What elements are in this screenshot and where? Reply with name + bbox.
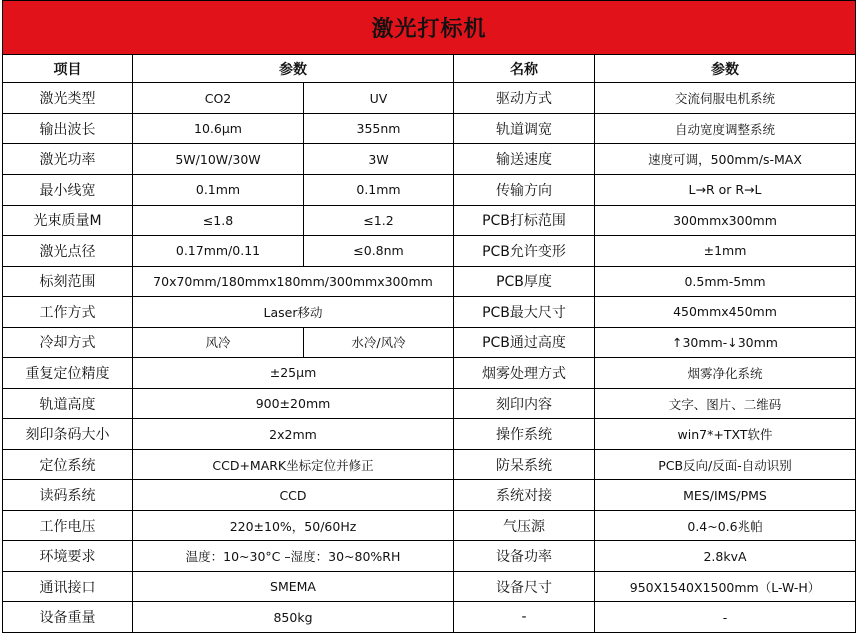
row-value-2: ≤0.8nm (304, 236, 454, 267)
row-name: 设备功率 (454, 541, 595, 572)
row-name: 系统对接 (454, 480, 595, 511)
row-label: 输出波长 (3, 113, 133, 144)
row-label: 最小线宽 (3, 175, 133, 206)
row-label: 设备重量 (3, 602, 133, 633)
row-value: 2x2mm (133, 419, 454, 450)
table-row (3, 388, 856, 419)
row-value: SMEMA (133, 571, 454, 602)
row-name: 轨道调宽 (454, 113, 595, 144)
row-name: 烟雾处理方式 (454, 358, 595, 389)
row-name: 设备尺寸 (454, 571, 595, 602)
row-value: 220±10%，50/60Hz (133, 510, 454, 541)
row-value-1: 5W/10W/30W (133, 144, 304, 175)
table-row (3, 175, 856, 206)
row-value: 70x70mm/180mmx180mm/300mmx300mm (133, 266, 454, 297)
table-row (3, 510, 856, 541)
row-value: CCD+MARK坐标定位并修正 (133, 449, 454, 480)
row-label: 轨道高度 (3, 388, 133, 419)
table-row (3, 266, 856, 297)
row-name: 刻印内容 (454, 388, 595, 419)
table-row (3, 541, 856, 572)
table-row (3, 144, 856, 175)
row-value-2: ≤1.2 (304, 205, 454, 236)
row-param: L→R or R→L (595, 175, 856, 206)
table-row (3, 113, 856, 144)
row-param: 0.4~0.6兆帕 (595, 510, 856, 541)
row-name: 气压源 (454, 510, 595, 541)
row-label: 通讯接口 (3, 571, 133, 602)
header-item: 项目 (3, 54, 133, 82)
header-name: 名称 (454, 54, 595, 82)
row-name: PCB允许变形 (454, 236, 595, 267)
row-value: 温度：10~30°C –湿度：30~80%RH (133, 541, 454, 572)
row-label: 激光功率 (3, 144, 133, 175)
row-value-1: 0.1mm (133, 175, 304, 206)
row-name: PCB打标范围 (454, 205, 595, 236)
row-value-1: ≤1.8 (133, 205, 304, 236)
row-param: 950X1540X1500mm（L-W-H） (595, 571, 856, 602)
table-row (3, 571, 856, 602)
table-row (3, 83, 856, 114)
table-row (3, 480, 856, 511)
row-value-2: 355nm (304, 113, 454, 144)
row-param: 2.8kvA (595, 541, 856, 572)
row-value-2: 水冷/风冷 (304, 327, 454, 358)
row-label: 工作方式 (3, 297, 133, 328)
row-label: 读码系统 (3, 480, 133, 511)
row-name: 防呆系统 (454, 449, 595, 480)
row-value-1: 0.17mm/0.11 (133, 236, 304, 267)
table-row (3, 236, 856, 267)
row-param: 自动宽度调整系统 (595, 113, 856, 144)
row-label: 重复定位精度 (3, 358, 133, 389)
row-name: - (454, 602, 595, 633)
spec-table (2, 0, 856, 633)
row-value-1: 风冷 (133, 327, 304, 358)
row-label: 环境要求 (3, 541, 133, 572)
row-param: 交流伺服电机系统 (595, 83, 856, 114)
row-label: 冷却方式 (3, 327, 133, 358)
row-param: PCB反向/反面-自动识别 (595, 449, 856, 480)
table-row (3, 205, 856, 236)
sheet-title: 激光打标机 (3, 1, 856, 55)
row-label: 工作电压 (3, 510, 133, 541)
row-param: 文字、图片、二维码 (595, 388, 856, 419)
row-param: 烟雾净化系统 (595, 358, 856, 389)
row-name: 驱动方式 (454, 83, 595, 114)
row-value: ±25μm (133, 358, 454, 389)
table-row (3, 358, 856, 389)
header-param: 参数 (133, 54, 454, 82)
row-param: - (595, 602, 856, 633)
row-param: 速度可调，500mm/s-MAX (595, 144, 856, 175)
row-name: 操作系统 (454, 419, 595, 450)
header-param-2: 参数 (595, 54, 856, 82)
row-name: 传输方向 (454, 175, 595, 206)
row-value-1: CO2 (133, 83, 304, 114)
row-value: CCD (133, 480, 454, 511)
row-label: 激光点径 (3, 236, 133, 267)
row-value-1: 10.6μm (133, 113, 304, 144)
table-row (3, 419, 856, 450)
row-label: 定位系统 (3, 449, 133, 480)
row-value: 850kg (133, 602, 454, 633)
row-param: ↑30mm-↓30mm (595, 327, 856, 358)
row-name: PCB厚度 (454, 266, 595, 297)
row-name: PCB通过高度 (454, 327, 595, 358)
row-value: 900±20mm (133, 388, 454, 419)
table-row (3, 297, 856, 328)
row-param: 300mmx300mm (595, 205, 856, 236)
row-label: 标刻范围 (3, 266, 133, 297)
row-value: Laser移动 (133, 297, 454, 328)
row-name: 输送速度 (454, 144, 595, 175)
row-param: win7*+TXT软件 (595, 419, 856, 450)
table-row (3, 602, 856, 633)
row-value-2: 0.1mm (304, 175, 454, 206)
row-value-2: 3W (304, 144, 454, 175)
row-value-2: UV (304, 83, 454, 114)
row-param: ±1mm (595, 236, 856, 267)
table-row (3, 327, 856, 358)
row-name: PCB最大尺寸 (454, 297, 595, 328)
row-param: 450mmx450mm (595, 297, 856, 328)
row-label: 刻印条码大小 (3, 419, 133, 450)
table-row (3, 449, 856, 480)
row-param: 0.5mm-5mm (595, 266, 856, 297)
row-label: 光束质量M (3, 205, 133, 236)
row-label: 激光类型 (3, 83, 133, 114)
row-param: MES/IMS/PMS (595, 480, 856, 511)
